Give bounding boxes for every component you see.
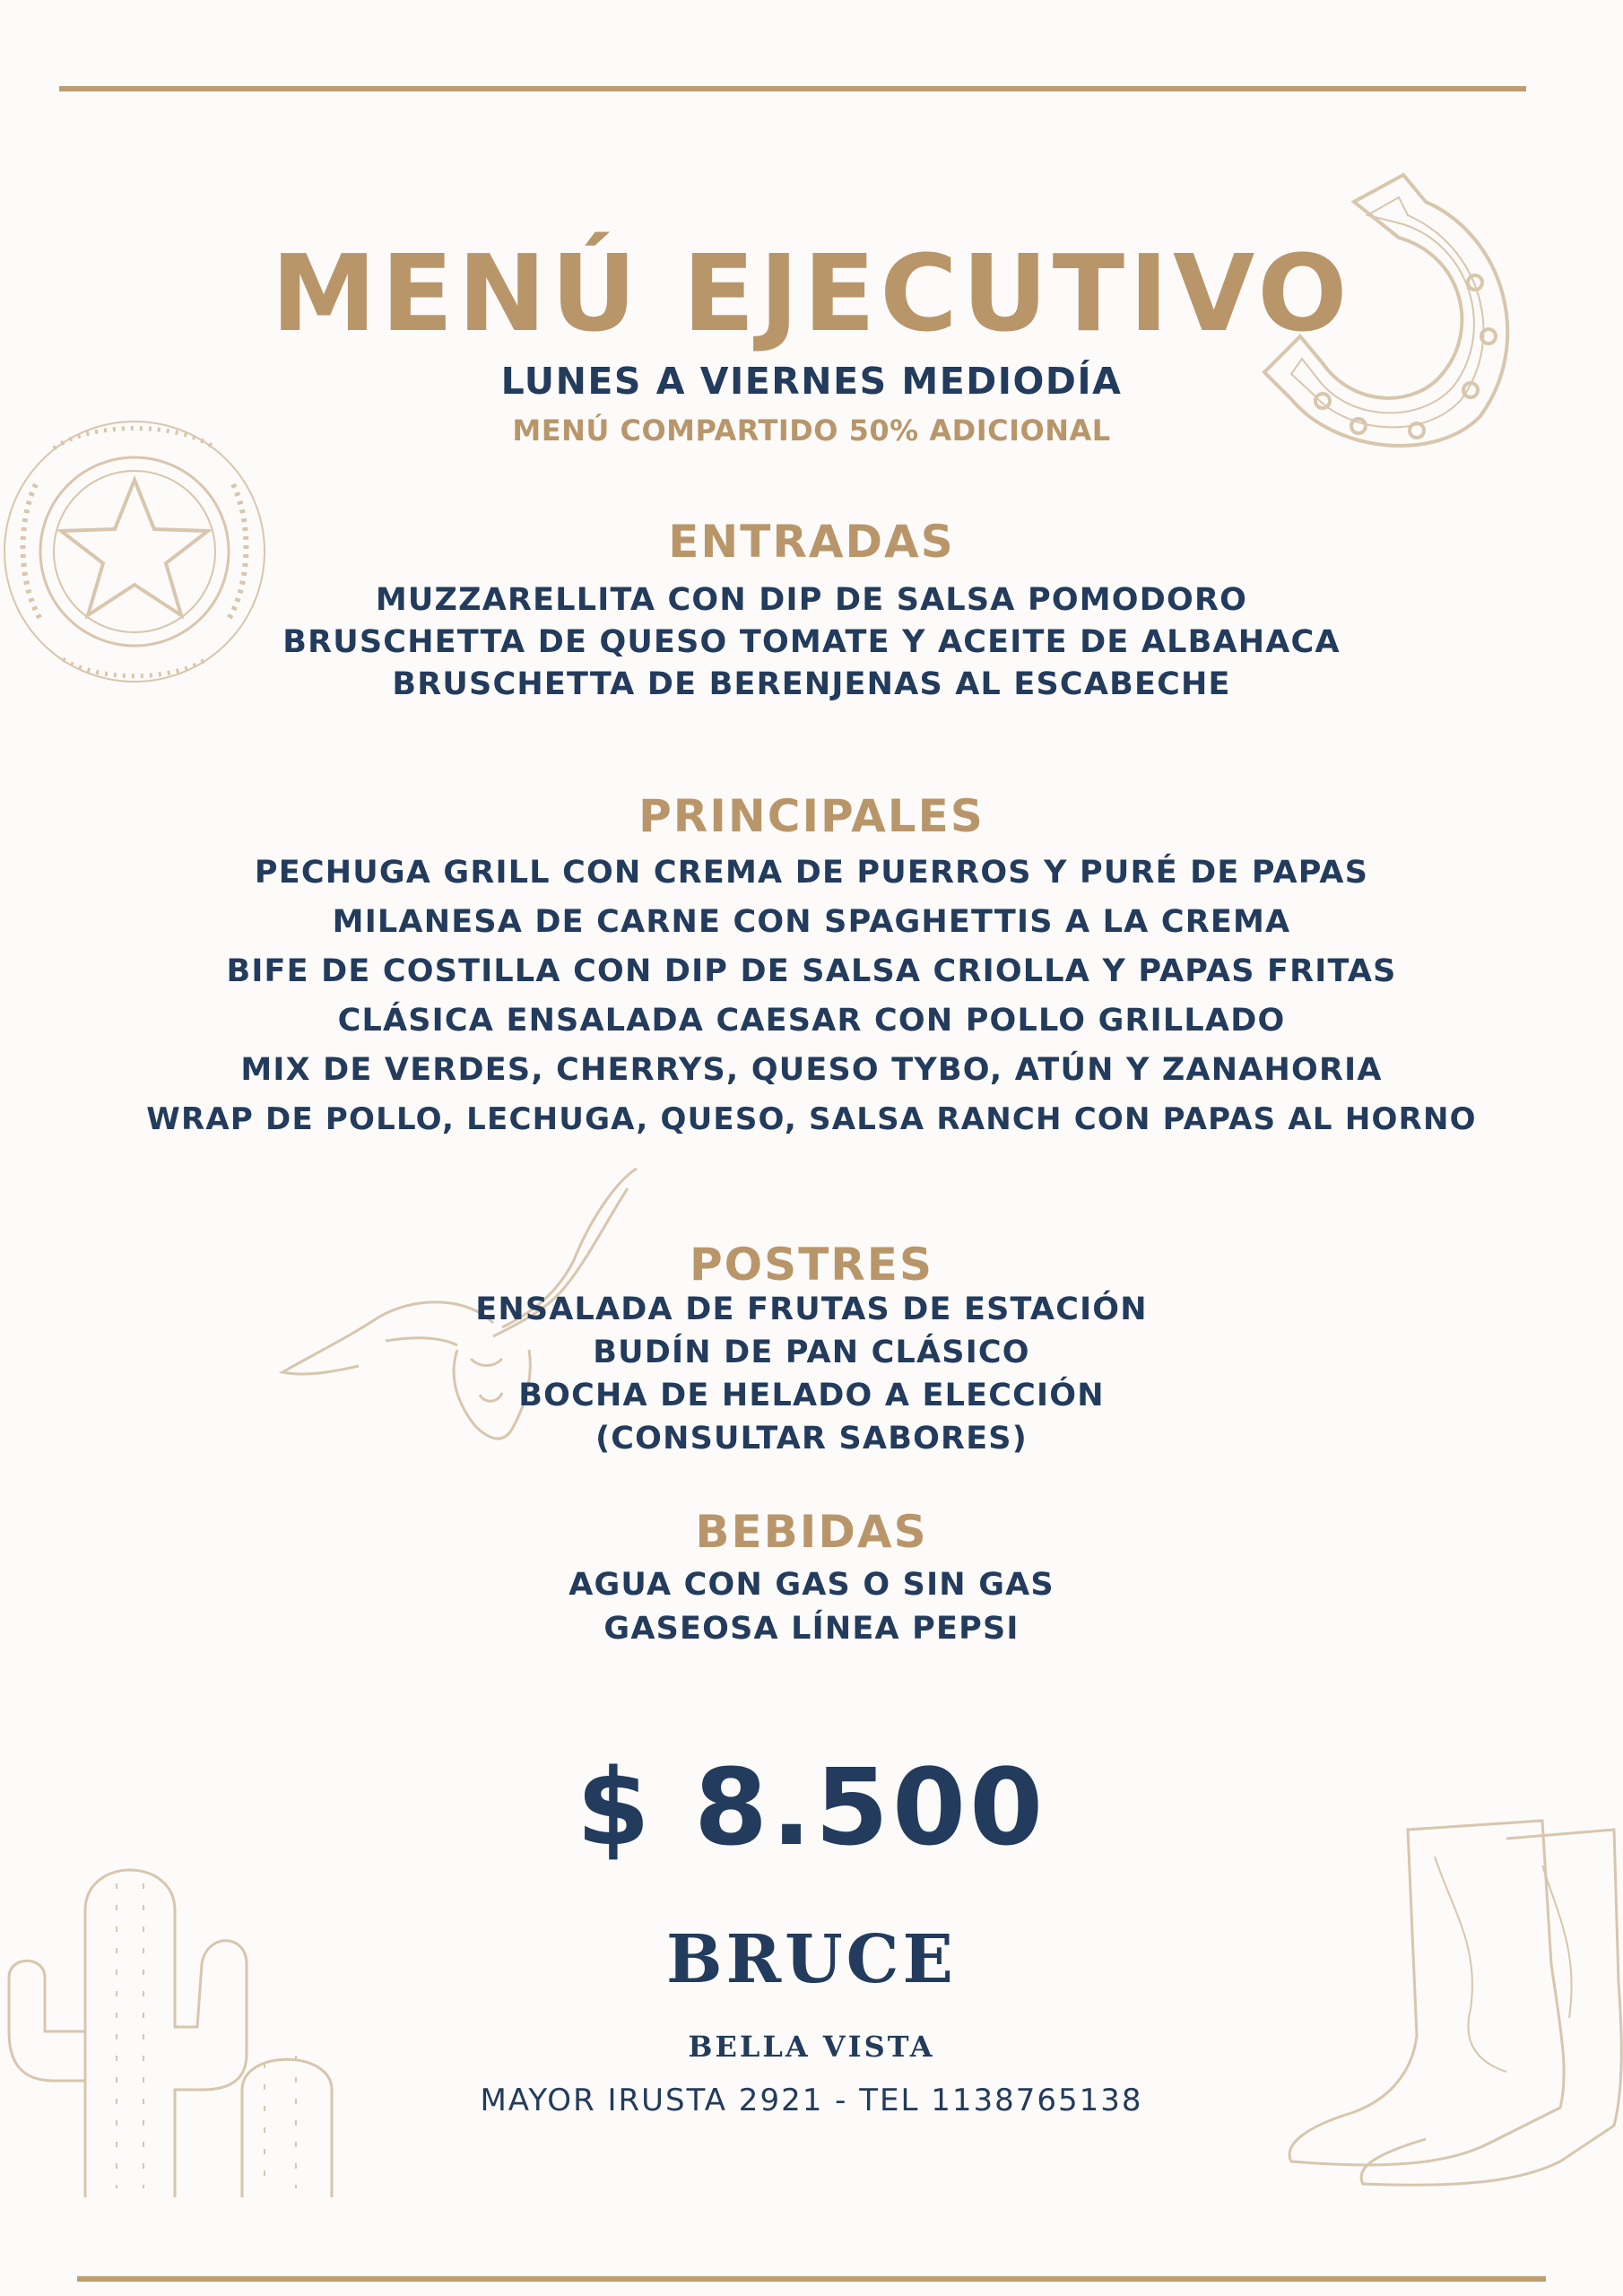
list-item: WRAP DE POLLO, LECHUGA, QUESO, SALSA RANCH CON PAPAS AL HORNO xyxy=(146,1101,1477,1137)
list-item: BIFE DE COSTILLA CON DIP DE SALSA CRIOLLA Y PAPAS FRITAS xyxy=(226,953,1397,989)
list-item: CLÁSICA ENSALADA CAESAR CON POLLO GRILLADO xyxy=(337,1003,1286,1039)
list-item: PECHUGA GRILL CON CREMA DE PUERROS Y PURÉ DE PAPAS xyxy=(254,855,1369,891)
section-title-postres: POSTRES xyxy=(690,1239,933,1291)
menu-title: MENÚ EJECUTIVO xyxy=(271,231,1352,355)
list-item: ENSALADA DE FRUTAS DE ESTACIÓN xyxy=(475,1292,1148,1327)
list-item: BUDÍN DE PAN CLÁSICO xyxy=(593,1335,1030,1370)
menu-subtitle: LUNES A VIERNES MEDIODÍA xyxy=(500,360,1123,403)
postres-list xyxy=(0,1288,1623,1460)
list-item: BRUSCHETTA DE BERENJENAS AL ESCABECHE xyxy=(392,666,1231,702)
list-item: MIX DE VERDES, CHERRYS, QUESO TYBO, ATÚN Y ZANAHORIA xyxy=(240,1052,1383,1088)
bebidas-list xyxy=(0,1563,1623,1651)
address-phone: MAYOR IRUSTA 2921 - TEL 1138765138 xyxy=(480,2083,1143,2118)
list-item: (CONSULTAR SABORES) xyxy=(595,1421,1028,1457)
list-item: BRUSCHETTA DE QUESO TOMATE Y ACEITE DE ALBAHACA xyxy=(282,624,1341,660)
cactus-icon xyxy=(0,1821,359,2197)
entradas-list xyxy=(0,579,1623,706)
list-item: GASEOSA LÍNEA PEPSI xyxy=(603,1611,1020,1647)
list-item: MILANESA DE CARNE CON SPAGHETTIS A LA CREMA xyxy=(332,904,1291,940)
list-item: MUZZARELLITA CON DIP DE SALSA POMODORO xyxy=(375,582,1248,618)
top-divider xyxy=(59,86,1526,91)
section-title-principales: PRINCIPALES xyxy=(638,790,985,842)
shared-menu-note: MENÚ COMPARTIDO 50% ADICIONAL xyxy=(512,413,1111,448)
bottom-divider xyxy=(77,2276,1546,2282)
brand-name: BRUCE xyxy=(666,1921,957,1998)
section-title-entradas: ENTRADAS xyxy=(668,516,955,568)
list-item: AGUA CON GAS O SIN GAS xyxy=(568,1567,1055,1603)
principales-list xyxy=(0,848,1623,1144)
menu-price: $ 8.500 xyxy=(576,1745,1047,1869)
location-label: BELLA VISTA xyxy=(688,2030,935,2064)
section-title-bebidas: BEBIDAS xyxy=(695,1506,928,1558)
list-item: BOCHA DE HELADO A ELECCIÓN xyxy=(518,1378,1105,1413)
